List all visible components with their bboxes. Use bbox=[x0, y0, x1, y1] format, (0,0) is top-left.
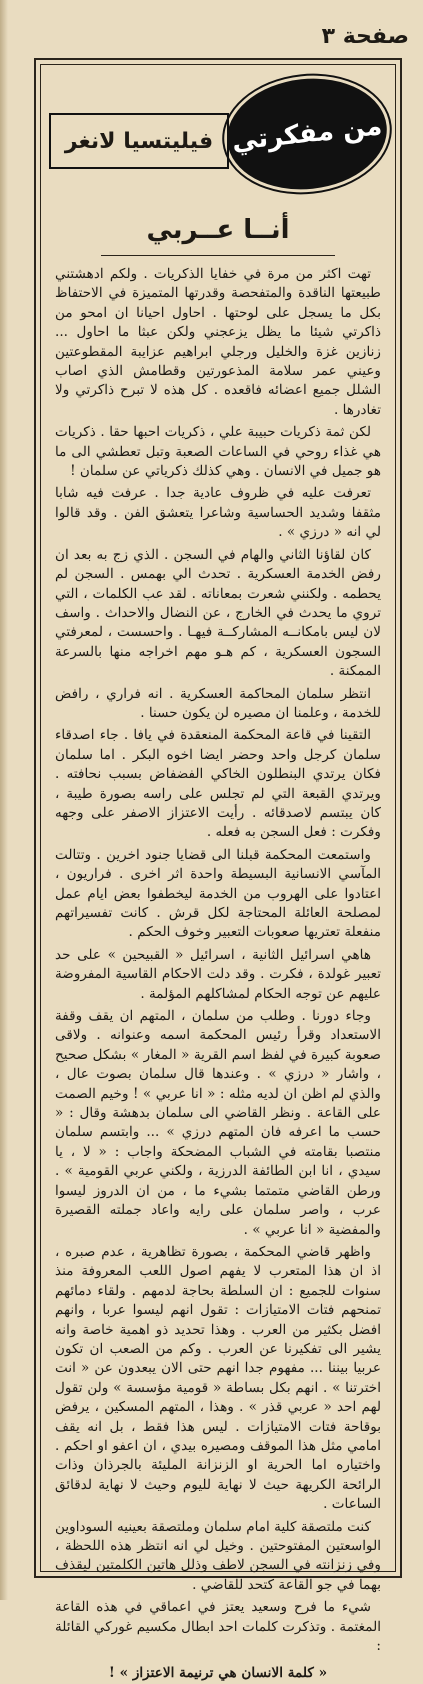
article-paragraph: واظهر قاضي المحكمة ، بصورة تظاهرية ، عدم صبره ، اذ ان هذا المتعرب لا يفهم اصول اللعب المعروفة منذ سنوات للجميع : ان السلطة بحاجة لدمهم . ولقاء دمائهم تمنحهم فتات الامتيازات : تقول انهم ليسوا عربا ، وانهم افضل بكثير من العرب . وهذا تحديد ذو اهمية خاصة وانه يشير الى تفكيرنا عن العرب . وكم من الصعب ان تكون عربيا بيننا ... مفهوم جدا انهم حتى الان يبعدون عن « انت اخترتنا » . انهم بكل بساطة « قومية مؤسسة » ولن تقول لهم احد « عربي قذر » . وهذا ، المتهم المسكين ، يرفض بوقاحة فتات الامتيازات . ليس هذا فقط ، بل انه يقف امامي مثل هذا الموقف ومصيره بيدي ، ان اعفو او احكم . واختياره اما الحرية او الزنزانة المليئة بالجرذان وذات الرائحة الكريهة حيث لا نهاية لليوم وحيث لا نهاية لدقائق الساعات . bbox=[55, 1243, 381, 1513]
page-number: صفحة ٣ bbox=[321, 24, 409, 49]
column-logo-text: من مفكرتي bbox=[230, 111, 384, 157]
article-paragraph: التقينا في قاعة المحكمة المنعقدة في يافا . جاء اصدقاء سلمان كرجل واحد وحضر ايضا اخوه البكر . اما سلمان فكان يرتدي البنطلون الخاكي الفضفاض بسبب نحافته . ويرتدي القبعة التي لم تجلس على راسه بصورة طيبة ، كان يبتسم لاصدقائه . رأيت الاعتزاز الاصفر على وجهه وفكرت : فعل السجن به فعله . bbox=[55, 727, 381, 841]
article-paragraph: كنت ملتصقة كلية امام سلمان وملتصقة بعينيه السوداوين الواسعتين المفتوحتين . وخيل لي انه انتظر هذه اللحظة ، وفي زنزانته في السجن لاطف وذلل هاتين الكلمتين ليقذف بهما في جو القاعة كتحد للقاضي . bbox=[55, 1518, 381, 1593]
column-header bbox=[49, 75, 387, 205]
title-divider bbox=[101, 255, 335, 256]
article-paragraph: تهت اكثر من مرة في خفايا الذكريات . ولكم ادهشتني طبيعتها الناقدة والمتفحصة وقدرتها المتميزة في الاحتفاظ بكل ما يسجل على لوحتها . احاول احيانا ان امحو من ذاكرتي شيئا ما يظل يزعجني ولكن عبثا ما احاول ... زنازين غزة والخليل ورجلي ابراهيم عزايبة المقطوعتين وعيني عمر سلامة المذعورتين وقطامش الذي اصاب الشلل جميع اعضائه فاقعده . كل هذه لا تبرح ذاكرتي ولا تغادرها . bbox=[55, 266, 381, 418]
article-title: أنــا عــربي bbox=[146, 215, 290, 245]
article-paragraph: هاهي اسرائيل الثانية ، اسرائيل « القبيحين » على حد تعبير غولدة ، فكرت . وقد دلت الاحكام القاسية المفروضة عليهم عن توجه الحكام لمشاكلهم المؤلمة . bbox=[55, 946, 381, 1002]
article-paragraph: تعرفت عليه في ظروف عادية جدا . عرفت فيه شابا مثقفا وشديد الحساسية وشاعرا يتعشق الفن . وقد قالوا لي انه « درزي » . bbox=[55, 485, 381, 541]
page-fold-shadow bbox=[0, 0, 8, 1600]
closing-quote: « كلمة الانسان هي ترنيمة الاعتزاز » ! bbox=[108, 1665, 328, 1682]
article-frame bbox=[34, 58, 402, 1682]
article-paragraph: وجاء دورنا . وطلب من سلمان ، المتهم ان يقف وقفة الاستعداد وقرأ رئيس المحكمة اسمه وعنوانه . ولاقى صعوبة كبيرة في لفظ اسم القرية « المغار » بشكل صحيح ، واشار « درزي » . وعندها قال سلمان بصوت عال ، والذي لم اظن ان لديه مثله : « انا عربي » ! وخيم الصمت على القاعة . ونظر القاضي الى سلمان بدهشة وقال : « حسب ما اعرفه فان المتهم درزي » ... وابتسم سلمان منتصبا بقامته في الشباب المضحكة واجاب : « لا ، يا سيدي ، انا ابن الطائفة الدرزية ، ولكني عربي القومية » . ورطن القاضي متمتما بشيء ما ، من ان الدروز ليسوا عرب ، واصر سلمان على رايه واعاد جملته القصيرة والمفضية « انا عربي » . bbox=[55, 1008, 381, 1238]
article-paragraph: شيء ما فرح وسعيد يعتز في اعماقي في هذه القاعة المغتمة . وتذكرت كلمات احد ابطال مكسيم غوركي القائلة : bbox=[55, 1599, 381, 1655]
article-paragraph: لكن ثمة ذكريات حبيبة علي ، ذكريات احبها حقا . ذكريات هي غذاء روحي في الساعات الصعبة وتبل تعطشي الى ما هو جميل في الانسان . وهي كذلك ذكرياتي عن سلمان ! bbox=[55, 424, 381, 480]
article-inner-border bbox=[40, 64, 396, 1682]
author-byline: فيليتسيا لانغر bbox=[49, 113, 229, 169]
article-paragraph: كان لقاؤنا الثاني والهام في السجن . الذي زج به بعد ان رفض الخدمة العسكرية . تحدث الي بهمس . السجن لم يحطمه . ولكنني شعرت بمعاناته . لقد عب الكلمات ، التي تروي ما يحدث في الخارج ، عن النضال والاحداث . واسف لان ليس بامكانــه المشاركــة فيهـا . واحسست ، لمعرفتي السجون العسكرية ، كم هـو مهم اخراجه منها بالسرعة الممكنة . bbox=[55, 546, 381, 680]
column-logo bbox=[222, 71, 393, 197]
article-paragraph: انتظر سلمان المحاكمة العسكرية . انه فراري ، رافض للخدمة ، وعلمنا ان مصيره لن يكون حسنا . bbox=[55, 685, 381, 721]
article-body bbox=[55, 265, 381, 1682]
article-paragraph: واستمعت المحكمة قبلنا الى قضايا جنود اخرين . وتتالت المآسي الانسانية البسيطة واحدة اثر اخرى . فراريون ، اعتادوا على الهروب من الخدمة ليخطفوا بعض ايام عمل لمصلحة العائلة المحتاجة لكل قرش . كانت تفسيراتهم منفعلة تعتريها صعوبات التعبير وخوف الحكم . bbox=[55, 846, 381, 941]
